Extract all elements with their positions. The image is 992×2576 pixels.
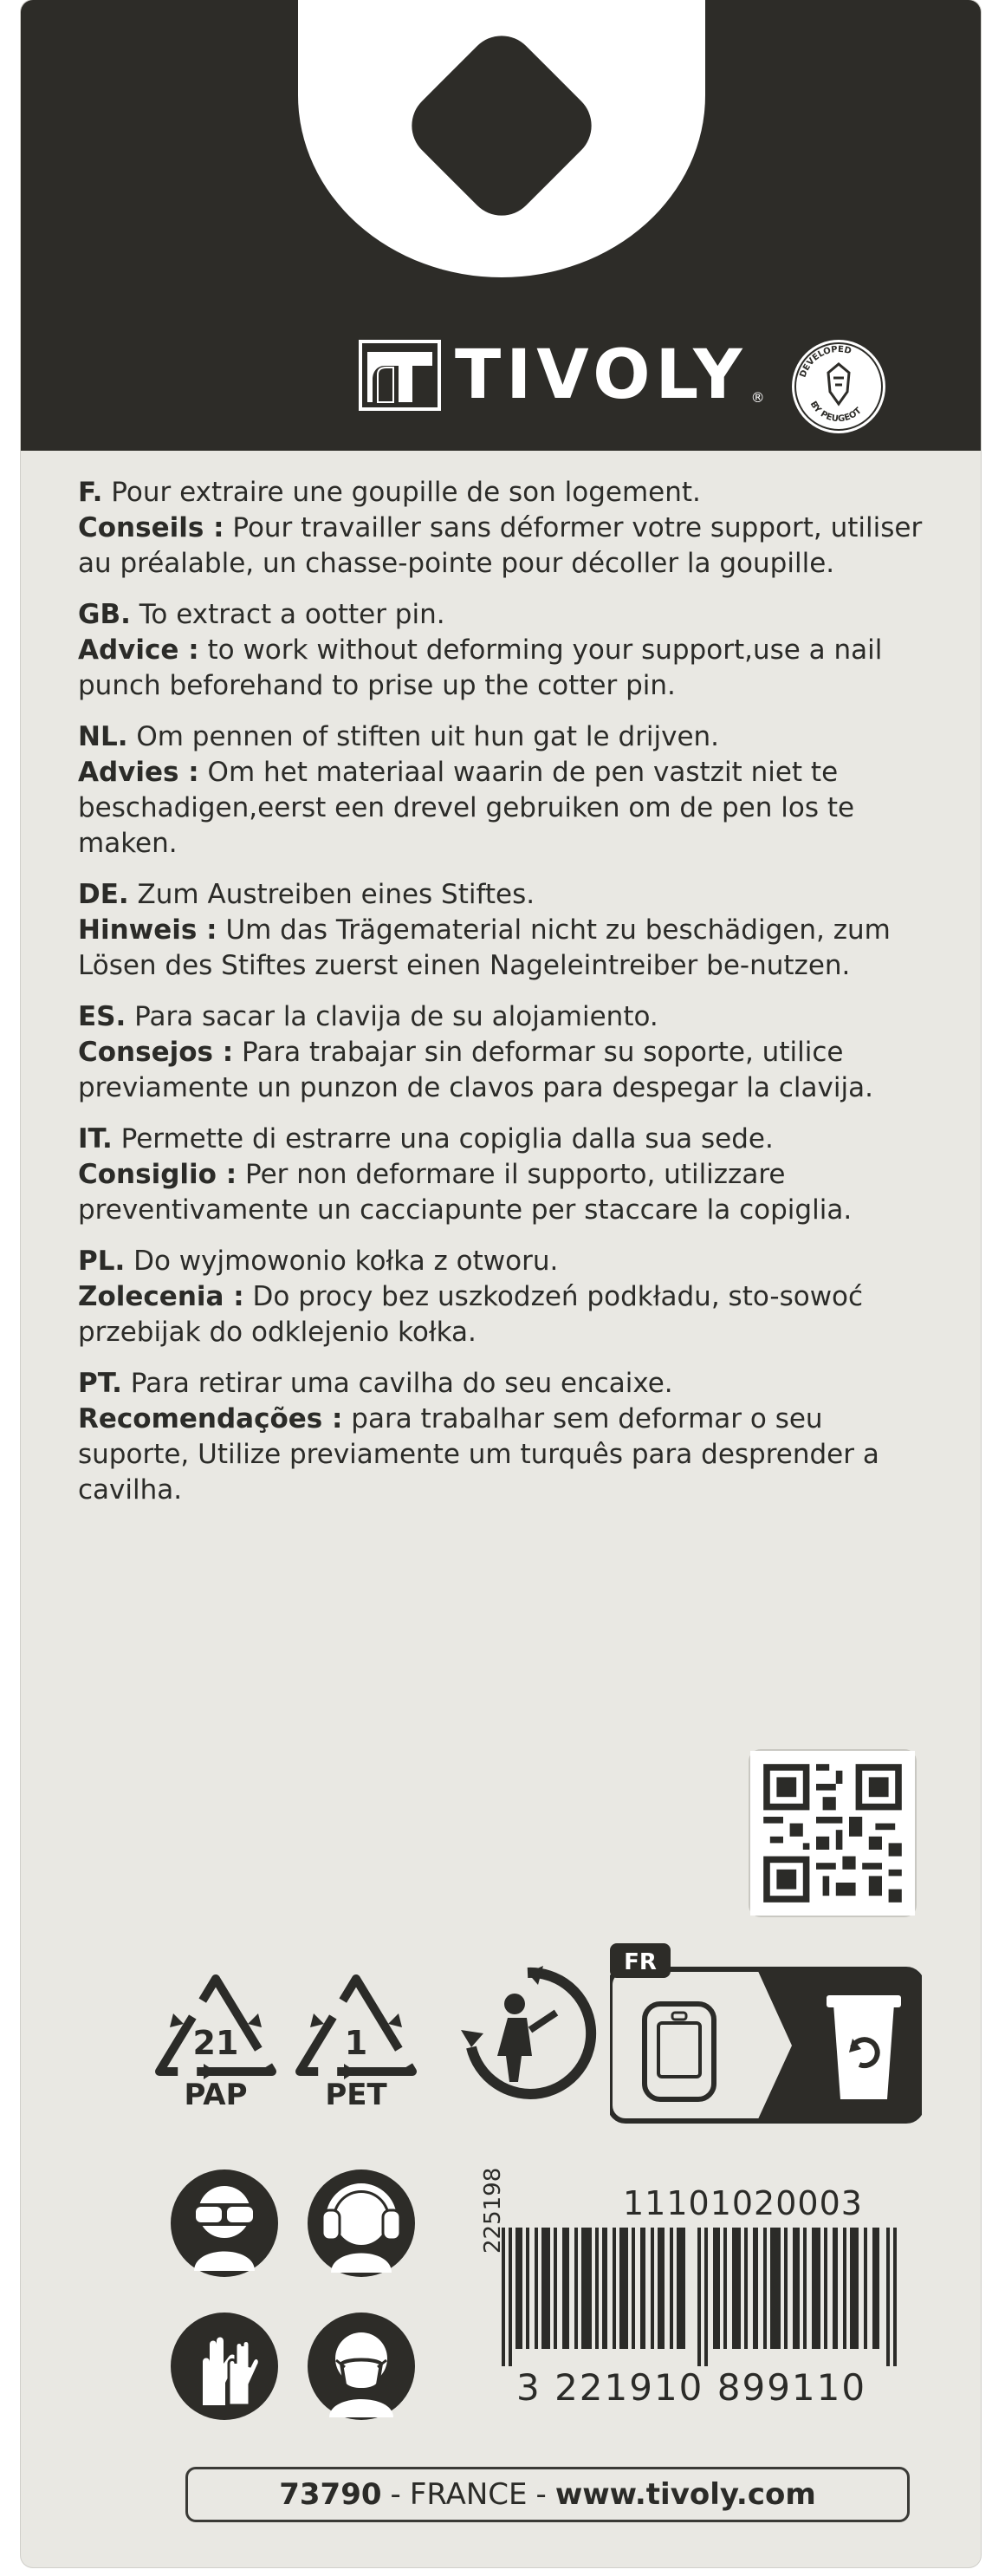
- advice-text: Um das Trägematerial nicht zu beschädigen, zum Lösen des Stiftes zuerst einen Nageleintreiber be-nutzen.: [78, 914, 891, 981]
- lang-code: GB.: [78, 599, 131, 630]
- pap-recycling-symbol: [151, 1972, 281, 2115]
- advice-text: Om het materiaal waarin de pen vastzit niet te beschadigen,eerst een drevel gebruiken om de pen los te maken.: [78, 757, 855, 859]
- ean-number: 3 221910 899110: [516, 2366, 867, 2409]
- instruction-title: Permette di estrarre una copiglia dalla sua sede.: [120, 1123, 774, 1155]
- safety-pictograms: [168, 2167, 437, 2436]
- instruction-gb: [78, 597, 936, 704]
- instruction-title: Para sacar la clavija de su alojamiento.: [134, 1001, 658, 1032]
- advice-label: Recomendações :: [78, 1403, 343, 1434]
- side-code: 225198: [480, 2167, 506, 2254]
- pet-label: PET: [325, 2078, 387, 2112]
- country: FRANCE: [409, 2477, 528, 2512]
- dust-mask-icon: [305, 2310, 418, 2423]
- advice-label: Consiglio :: [78, 1159, 237, 1190]
- separator: -: [535, 2477, 547, 2512]
- advice-label: Advies :: [78, 757, 199, 788]
- website-link[interactable]: www.tivoly.com: [554, 2477, 816, 2512]
- barcode-area: [502, 2184, 926, 2375]
- advice-text: to work without deforming your support,use a nail punch beforehand to prise up the cotter pin.: [78, 634, 883, 701]
- lang-code: IT.: [78, 1123, 113, 1155]
- lang-code: ES.: [78, 1001, 126, 1032]
- advice-label: Advice :: [78, 634, 199, 666]
- triman-country: FR: [624, 1949, 657, 1975]
- instruction-pl: [78, 1244, 936, 1350]
- postal-code: 73790: [279, 2477, 382, 2512]
- header-band: [21, 0, 981, 451]
- svg-text:DEVELOPED: DEVELOPED: [798, 344, 853, 380]
- separator: -: [390, 2477, 401, 2512]
- advice-label: Zolecenia :: [78, 1281, 244, 1312]
- instruction-pt: [78, 1366, 936, 1508]
- instruction-title: Zum Austreiben eines Stiftes.: [137, 879, 535, 910]
- instructions: [78, 475, 936, 1524]
- recycle-triangle-icon: [151, 1972, 281, 2080]
- barcode-icon: [502, 2228, 917, 2366]
- advice-text: Pour travailler sans déformer votre support, utiliser au préalable, un chasse-pointe pour décoller la goupille.: [78, 512, 923, 579]
- safety-glasses-icon: [168, 2167, 281, 2280]
- qr-code: [750, 1751, 915, 1916]
- advice-text: Do procy bez uszkodzeń podkładu, sto-sowoć przebijak do odklejenio kołka.: [78, 1281, 864, 1348]
- instruction-de: [78, 877, 936, 984]
- pet-recycling-symbol: [291, 1972, 421, 2115]
- peugeot-badge-icon: [790, 338, 887, 435]
- recycle-triangle-icon: [291, 1972, 421, 2080]
- sorting-info-icon: [610, 1943, 922, 2125]
- ear-protection-icon: [305, 2167, 418, 2280]
- trademark: ®: [750, 388, 765, 406]
- advice-label: Hinweis :: [78, 914, 217, 946]
- triman-sorting-info: [454, 1943, 922, 2125]
- pap-label: PAP: [184, 2078, 248, 2112]
- advice-label: Conseils :: [78, 512, 224, 543]
- pet-number: 1: [344, 2024, 368, 2062]
- instruction-title: To extract a ootter pin.: [139, 599, 445, 630]
- tivoly-mark-icon: [359, 340, 441, 411]
- advice-text: para trabalhar sem deformar o seu suporte, Utilize previamente um turquês para desprender a cavilha.: [78, 1403, 879, 1506]
- instruction-it: [78, 1122, 936, 1228]
- advice-text: Per non deformare il supporto, utilizzare preventivamente un cacciapunte per staccare la copiglia.: [78, 1159, 853, 1226]
- lang-code: NL.: [78, 721, 128, 752]
- pap-number: 21: [192, 2024, 239, 2062]
- footer-address: [185, 2467, 910, 2522]
- lang-code: F.: [78, 477, 103, 508]
- qr-code-icon: [750, 1751, 915, 1916]
- lang-code: PL.: [78, 1246, 126, 1277]
- advice-label: Consejos :: [78, 1037, 234, 1068]
- lang-code: PT.: [78, 1368, 122, 1399]
- hang-hole-notch: [398, 22, 606, 230]
- instruction-title: Para retirar uma cavilha do seu encaixe.: [130, 1368, 673, 1399]
- instruction-nl: [78, 719, 936, 862]
- advice-text: Para trabajar sin deformar su soporte, utilice previamente un punzon de clavos para despegar la clavija.: [78, 1037, 873, 1103]
- packaging-card: [21, 0, 981, 2567]
- article-number: 11101020003: [623, 2184, 863, 2222]
- triman-icon: [454, 1961, 601, 2108]
- brand-logo: [359, 336, 765, 414]
- instruction-title: Pour extraire une goupille de son logement.: [111, 477, 701, 508]
- instruction-title: Om pennen of stiften uit hun gat le drijven.: [136, 721, 720, 752]
- instruction-title: Do wyjmowonio kołka z otworu.: [133, 1246, 559, 1277]
- instruction-fr: [78, 475, 936, 582]
- protective-gloves-icon: [168, 2310, 281, 2423]
- brand-name: TIVOLY: [455, 336, 748, 414]
- instruction-es: [78, 999, 936, 1106]
- hang-hole: [298, 0, 705, 277]
- lang-code: DE.: [78, 879, 129, 910]
- svg-text:BY PEUGEOT: BY PEUGEOT: [807, 400, 864, 425]
